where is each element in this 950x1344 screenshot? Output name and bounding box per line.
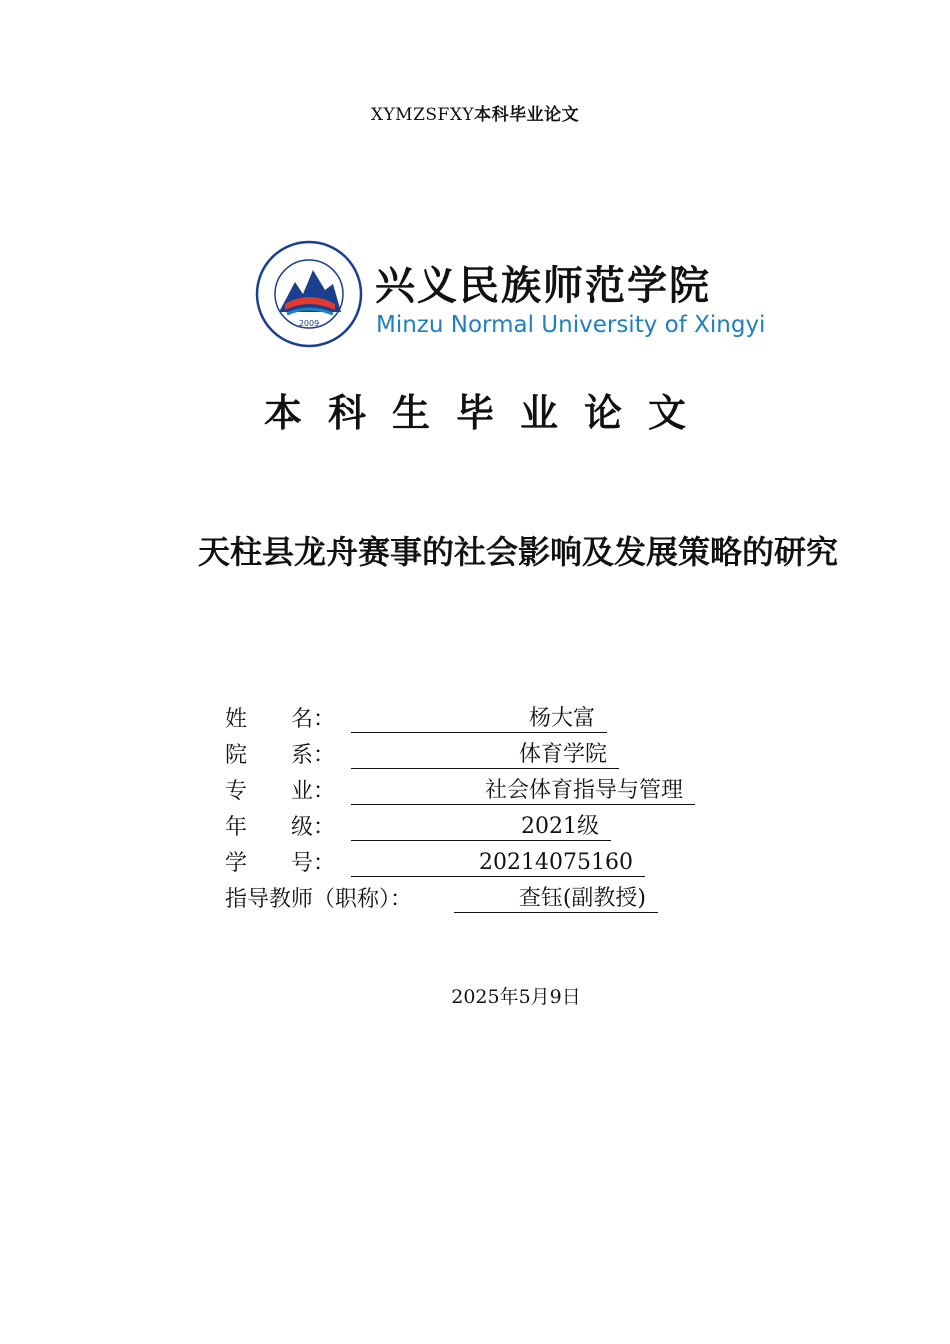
- info-row-major: [225, 769, 745, 805]
- name-label: 姓 名：: [225, 707, 336, 732]
- major-label: 专 业：: [225, 779, 336, 804]
- seal-year: 2009: [298, 319, 320, 328]
- info-row-student-id: [225, 841, 745, 877]
- university-seal-icon: [255, 240, 363, 348]
- student-id-value: 20214075160: [351, 850, 645, 877]
- header-code: XYMZSFXY: [370, 105, 475, 125]
- info-row-grade: [225, 805, 745, 841]
- university-name-cn: 兴义民族师范学院: [375, 262, 711, 309]
- advisor-label: 指导教师（职称）：: [225, 887, 413, 912]
- header-label: 本科毕业论文: [474, 105, 580, 125]
- university-name-en: Minzu Normal University of Xingyi: [376, 312, 766, 338]
- student-id-label: 学 号：: [225, 851, 336, 876]
- major-value: 社会体育指导与管理: [351, 778, 695, 805]
- student-info-block: [225, 697, 745, 913]
- name-value: 杨大富: [351, 706, 607, 733]
- dept-value: 体育学院: [351, 742, 619, 769]
- university-logo: [255, 240, 785, 350]
- running-header: [0, 100, 950, 125]
- advisor-value: 查钰(副教授): [454, 886, 658, 913]
- document-type-title: 本科生毕业论文: [263, 391, 712, 435]
- grade-value: 2021级: [351, 814, 611, 841]
- submission-date: 2025年5月9日: [451, 986, 581, 1008]
- info-row-dept: [225, 733, 745, 769]
- thesis-title: 天柱县龙舟赛事的社会影响及发展策略的研究: [197, 533, 838, 571]
- info-row-name: [225, 697, 745, 733]
- dept-label: 院 系：: [225, 743, 336, 768]
- grade-label: 年 级：: [225, 815, 336, 840]
- info-row-advisor: [225, 877, 745, 913]
